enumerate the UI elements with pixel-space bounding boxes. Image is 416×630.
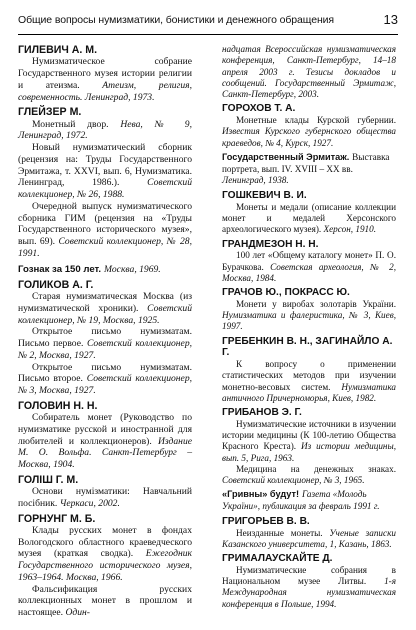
author-heading: ГОЛІШ Г. М. — [18, 473, 79, 486]
title-heading: «Гривны» будут! Газета «Молодь України», публикация за февраль 1991 г. — [222, 489, 380, 511]
author-heading: ГИЛЕВИЧ А. М. — [18, 44, 98, 56]
bibliography-entry: Очередной выпуск нумизматического сборника ГИМ (рецензия на «Труды Государственного исторического музея», вып. 69). Советский коллекционер, № 28, 1991. — [18, 200, 192, 259]
bibliography-entry: Открытое письмо нумизматам. Письмо первое. Советский коллекционер, № 2, Москва, 1927. — [18, 326, 193, 361]
author-heading: ГОШКЕВИЧ В. И. — [222, 190, 307, 201]
bibliography-entry: К вопросу о применении статистических методов при изучении монетно-весовых систем. Нумизматика античного Причерноморья, Киев, 1982. — [222, 359, 396, 403]
author-heading: ГОЛОВИН Н. Н. — [18, 399, 98, 412]
author-heading: ГРИМАЛАУСКАЙТЕ Д. — [222, 553, 333, 564]
author-heading: ГРАЧОВ Ю., ПОКРАСС Ю. — [222, 287, 350, 298]
running-header-title: Общие вопросы нумизматики, бонистики и денежного обращения — [18, 14, 334, 26]
author-heading: ГОРОХОВ Т. А. — [222, 103, 296, 115]
bibliography-entry: Фальсификация русских коллекционных монет в прошлом и настоящее. Один- — [18, 583, 192, 618]
title-heading: Государственный Эрмитаж. Выставка портрета, вып. IV. XVIII – XX вв. Ленинград, 1938. — [222, 151, 390, 186]
left-column — [18, 44, 192, 619]
page-number: 13 — [383, 12, 398, 27]
running-header — [18, 8, 398, 35]
bibliography-entry: Клады русских монет в фондах Вологодского областного краеведческого музея (краткая сводка). Ежегодник Государственного исторического музея, 1963–1964. Москва, 1966. — [18, 524, 192, 583]
author-heading: ГЛЕЙЗЕР М. — [18, 106, 82, 119]
bibliography-entry: Собиратель монет (Руководство по нумизматике русской и иностранной для любителей и коллекционеров). Издание М. О. Вольфа. Санкт-Петербург – Москва, 1904. — [18, 412, 192, 470]
bibliography-entry: Неизданные монеты. Ученые записки Казанского университета, 1, Казань, 1863. — [222, 527, 396, 549]
author-heading: ГОЛИКОВ А. Г. — [18, 278, 94, 291]
bibliography-entry: Открытое письмо нумизматам. Письмо второе. Советский коллекционер, № 3, Москва, 1927. — [18, 361, 193, 396]
bibliography-entry: 100 лет «Общему каталогу монет» П. О. Бурачкова. Советская археология, № 2, Москва, 1984. — [222, 250, 397, 283]
bibliography-entry-continued: надцатая Всероссийская нумизматическая конференция, Санкт-Петербург, 14–18 апреля 2003 г. Тезисы докладов и сообщений. Государственный Эрмитаж, Санкт-Петербург, 2003. — [222, 44, 396, 99]
right-column — [222, 44, 396, 610]
title-heading: Гознак за 150 лет. Москва, 1969. — [18, 263, 161, 275]
bibliography-entry: Нумизматическое собрание Государственного музея истории религии и атеизма. Атеизм, религия, современность. Ленинград, 1973. — [18, 56, 192, 103]
bibliography-entry: Старая нумизматическая Москва (из нумизматической хроники). Советский коллекционер, № 19, Москва, 1925. — [18, 291, 192, 326]
author-heading: ГРИГОРЬЕВ В. В. — [222, 515, 310, 527]
bibliography-entry: Медицина на денежных знаках. Советский коллекционер, № 3, 1965. — [222, 463, 396, 485]
bibliography-entry: Монеты и медали (описание коллекции монет и медалей Херсонского археологического музея). Херсон, 1910. — [222, 201, 396, 235]
bibliography-entry: Новый нумизматический сборник (рецензия на: Труды Государственного Эрмитажа, т. XXVI, вып. 6, Нумизматика. Ленинград, 1986.). Советский коллекционер, № 26, 1988. — [18, 142, 192, 200]
bibliography-entry: Нумизматические собрания в Национальном музее Литвы. 1-я Международная нумизматическая конференция в Польше, 1994. — [222, 564, 396, 609]
bibliography-entry: Монети у виробах золотарів України. Нумизматика и фалеристика, № 3, Киев, 1997. — [222, 298, 396, 332]
author-heading: ГРАНДМЕЗОН Н. Н. — [222, 238, 319, 250]
bibliography-entry: Монетные клады Курской губернии. Известия Курского губернского общества краеведов, № 4, Курск, 1927. — [222, 115, 396, 148]
bibliography-entry: Основи нумізматики: Навчальний посібник. Черкаси, 2002. — [18, 486, 192, 509]
author-heading: ГОРНУНГ М. Б. — [18, 512, 96, 525]
author-heading: ГРИБАНОВ Э. Г. — [222, 407, 302, 418]
bibliography-entry: Монетный двор. Нева, № 9, Ленинград, 1972. — [18, 118, 192, 142]
bibliography-entry: Нумизматические источники в изучении истории медицины (К 100-летию Общества Красного Креста). Из истории медицины, вып. 5, Рига, 1963. — [222, 418, 396, 463]
author-heading: ГРЕБЕНКИН В. Н., ЗАГИНАЙЛО А. Г. — [222, 335, 393, 359]
